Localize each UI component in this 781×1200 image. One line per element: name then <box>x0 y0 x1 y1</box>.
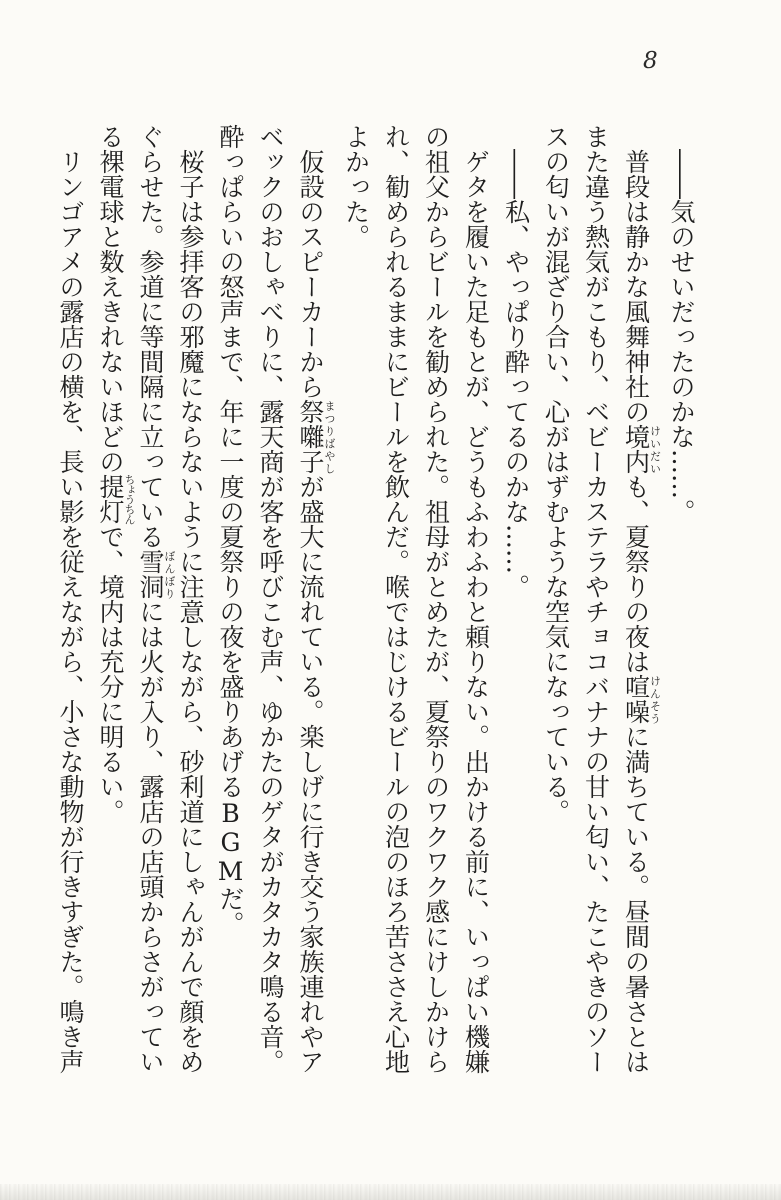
furigana: ちょうちん <box>123 474 136 524</box>
upright-latin-text: BGM <box>216 799 245 886</box>
paragraph: 仮設のスピーカーから祭囃子まつりばやしが盛大に流れている。楽しげに行き交う家族連れやアベックのおしゃべりに、露天商が客を呼びこむ声、ゆかたのゲタがカタカタ鳴る音。酔っぱらいの怒声まで、年に一度の夏祭りの夜を盛りあげるBGMだ。 <box>216 124 336 1074</box>
ruby-word: 提灯ちょうちん <box>96 474 136 524</box>
paragraph: ゲタを履いた足もとが、どうもふわふわと頼りない。出かける前に、いっぱい機嫌の祖父からビールを勧められた。祖母がとめたが、夏祭りのワクワク感にけしかけられ、勧められるままにビールを飲んだ。喉ではじけるビールの泡のほろ苦ささえ心地よかった。 <box>341 124 491 1074</box>
furigana: ぼんぼり <box>163 549 176 599</box>
furigana: けんそう <box>648 674 662 724</box>
ruby-word: 祭囃子まつりばやし <box>296 399 336 474</box>
body-text <box>50 124 701 1080</box>
page-number: 8 <box>643 48 658 74</box>
furigana: まつりばやし <box>323 399 336 474</box>
furigana: けいだい <box>648 424 662 474</box>
scan-noise-artifact <box>0 1184 781 1200</box>
paragraph: 普段は静かな風舞神社の境内けいだいも、夏祭りの夜は喧噪けんそうに満ちている。昼間の暑さとはまた違う熱気がこもり、ベビーカステラやチョコバナナの甘い匂い、たこやきのソースの匂いが混ざり合い、心がはずむような空気になっている。 <box>541 124 662 1074</box>
paragraph: ――私、やっぱり酔ってるのかな……。 <box>501 149 531 599</box>
ruby-word: 境内けいだい <box>621 424 662 474</box>
paragraph: リンゴアメの露店の横を、長い影を従えながら、小さな動物が行きすぎた。鳴き声 <box>56 149 85 1074</box>
paragraph: ――気のせいだったのかな……。 <box>667 149 696 524</box>
paragraph: 桜子は参拝客の邪魔にならないように注意しながら、砂利道にしゃんがんで顔をめぐらせた。参道に等間隔に立っている雪洞ぼんぼりには火が入り、露店の店頭からさがっている裸電球と数えきれないほどの提灯ちょうちんで、境内は充分に明るい。 <box>96 124 205 1074</box>
ruby-word: 雪洞ぼんぼり <box>136 549 176 599</box>
ruby-word: 喧噪けんそう <box>621 674 662 724</box>
